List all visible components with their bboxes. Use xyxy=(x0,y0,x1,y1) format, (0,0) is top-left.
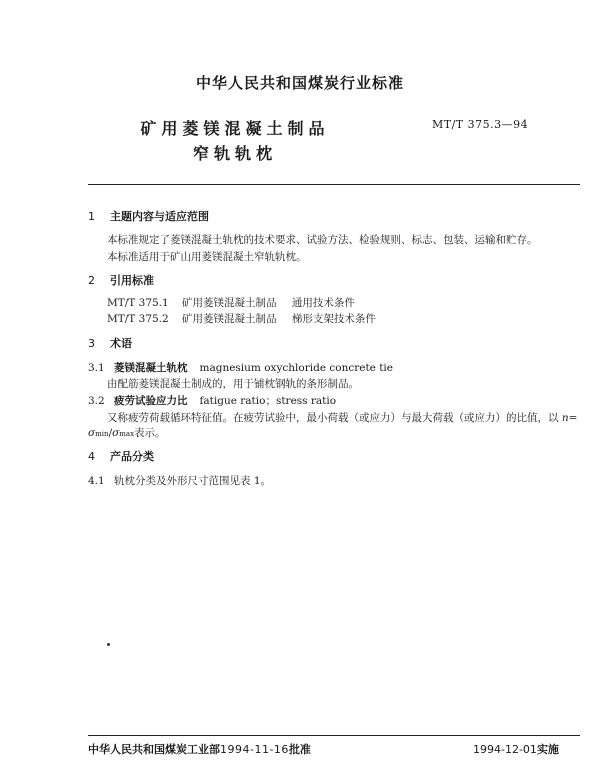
definition-text: 又称疲劳荷载循环特征值。在疲劳试验中，最小荷载（或应力）与最大荷载（或应力）的比值，以 xyxy=(107,412,559,424)
section-2-heading xyxy=(88,272,154,288)
subscript-max: max xyxy=(119,430,135,438)
subscript-min: min xyxy=(95,430,109,438)
issuer: 中华人民共和国煤炭工业部 xyxy=(88,743,220,756)
org-title: 中华人民共和国煤炭行业标准 xyxy=(195,74,404,92)
ratio-symbol: n xyxy=(561,412,569,424)
section-2-title: 引用标准 xyxy=(110,274,154,287)
definition-tail: 表示。 xyxy=(134,427,166,439)
item-number: 4.1 xyxy=(88,475,105,487)
section-4-heading xyxy=(88,448,154,464)
term-3-2-definition xyxy=(107,410,577,425)
term-3-2 xyxy=(88,393,336,408)
section-4-title: 产品分类 xyxy=(110,450,154,463)
reference-desc: 通用技术条件 xyxy=(291,297,355,309)
term-number: 3.1 xyxy=(88,362,105,374)
reference-name: 矿用菱镁混凝土制品 xyxy=(182,297,277,309)
footer-approval xyxy=(88,741,311,757)
section-1-para-2: 本标准适用于矿山用菱镁混凝土窄轨轨枕。 xyxy=(107,251,307,263)
approve-date: 1994-11-16 xyxy=(220,743,289,756)
sigma-min: σ xyxy=(88,427,96,439)
document-subtitle: 窄轨轨枕 xyxy=(192,144,277,163)
scan-speck xyxy=(107,643,110,646)
section-2-number: 2 xyxy=(88,274,95,287)
document-title: 矿用菱镁混凝土制品 xyxy=(140,119,330,138)
reference-desc: 梯形支架技术条件 xyxy=(291,313,376,325)
section-1-number: 1 xyxy=(88,210,95,223)
standard-number: MT/T 375.3—94 xyxy=(432,118,529,131)
header-rule xyxy=(88,184,580,185)
item-4-1 xyxy=(88,473,271,488)
sigma-max: σ xyxy=(112,427,120,439)
section-1-heading xyxy=(88,208,209,224)
implementation-label: 实施 xyxy=(536,743,559,756)
term-3-1 xyxy=(88,360,393,375)
reference-code: MT/T 375.2 xyxy=(107,313,169,325)
section-4-number: 4 xyxy=(88,450,95,463)
term-3-1-definition: 由配筋菱镁混凝土制成的，用于铺枕钢轨的条形制品。 xyxy=(107,378,359,390)
implementation-date: 1994-12-01 xyxy=(473,743,537,756)
term-chinese: 疲劳试验应力比 xyxy=(114,395,188,407)
approve-label: 批准 xyxy=(288,743,311,756)
term-english: magnesium oxychloride concrete tie xyxy=(199,362,394,374)
term-english: fatigue ratio；stress ratio xyxy=(199,395,337,407)
term-3-2-formula xyxy=(88,425,166,440)
section-1-para-1: 本标准规定了菱镁混凝土轨枕的技术要求、试验方法、检验规则、标志、包装、运输和贮存。 xyxy=(107,234,538,246)
reference-code: MT/T 375.1 xyxy=(107,297,169,309)
reference-name: 矿用菱镁混凝土制品 xyxy=(182,313,277,325)
reference-item xyxy=(107,295,355,310)
equals-sign: = xyxy=(568,412,578,424)
footer-rule xyxy=(88,735,580,736)
term-chinese: 菱镁混凝土轨枕 xyxy=(114,362,188,374)
divide-slash: / xyxy=(108,427,113,439)
section-3-number: 3 xyxy=(88,337,95,350)
term-number: 3.2 xyxy=(88,395,105,407)
section-1-title: 主题内容与适应范围 xyxy=(110,210,209,223)
footer-implementation xyxy=(473,741,559,757)
reference-item xyxy=(107,311,376,326)
section-3-title: 术语 xyxy=(110,337,132,350)
item-text: 轨枕分类及外形尺寸范围见表 1。 xyxy=(114,475,272,487)
section-3-heading xyxy=(88,335,132,351)
